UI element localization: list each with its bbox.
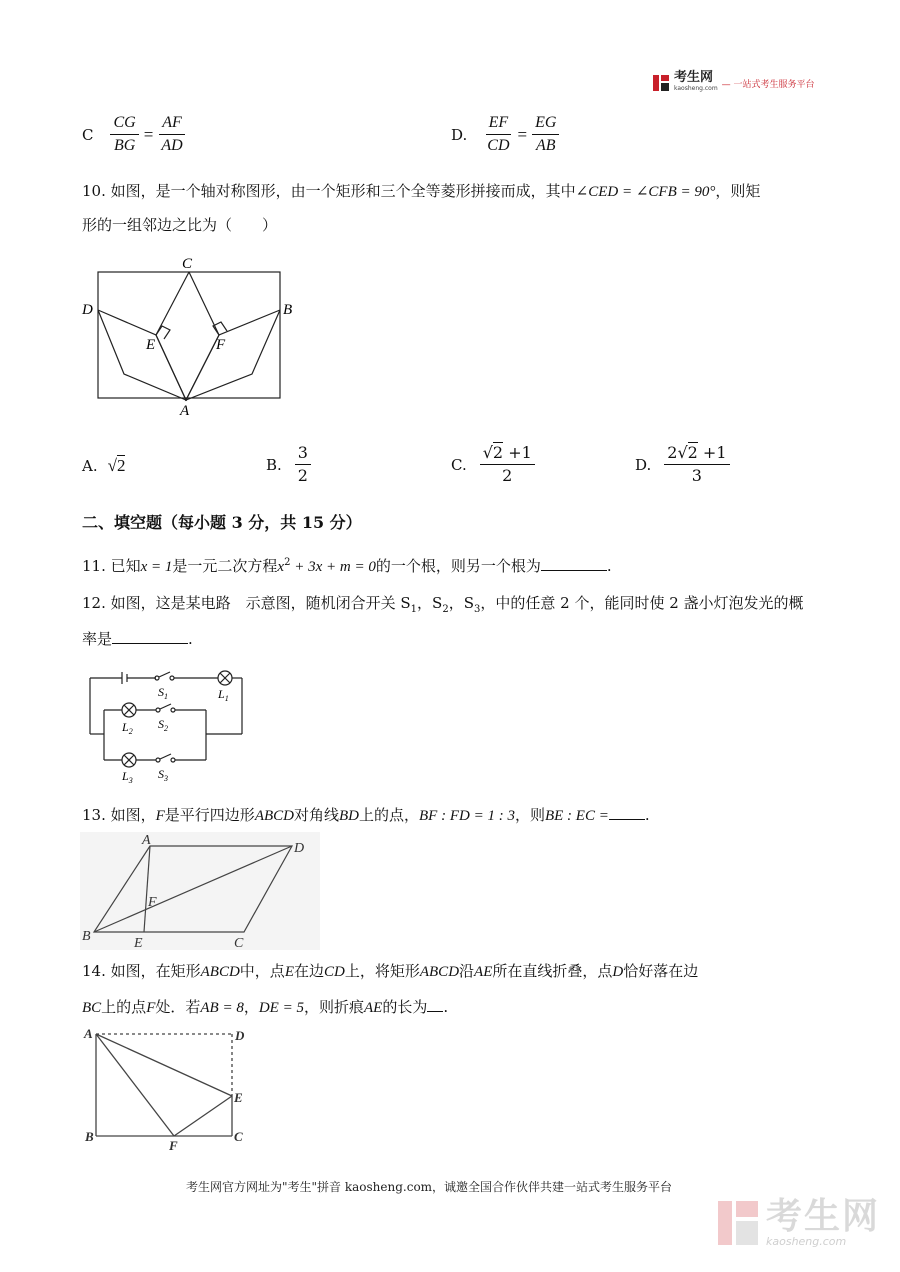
q12-label-L3: $L_3$: [122, 769, 133, 785]
watermark-logo-icon: [716, 1199, 760, 1247]
q14-label-F: F: [169, 1138, 178, 1153]
watermark-name: 考生网: [766, 1196, 881, 1237]
q12-label-L2: $L_2$: [122, 720, 133, 736]
q13-answer-blank[interactable]: [609, 805, 645, 820]
q12-circuit-figure: [84, 664, 254, 788]
q12-label-S3: $S_3$: [158, 767, 168, 783]
q13-label-C: C: [234, 936, 244, 950]
logo-name: 考生网: [674, 70, 714, 85]
q13-figure: [80, 832, 320, 950]
q12-line-1: 12. 如图，这是某电路 示意图，随机闭合开关 $S_1$，$S_2$，$S_3$，中的任意 2 个，能同时使 2 盏小灯泡发光的概: [82, 594, 804, 615]
q12-label-S2: $S_2$: [158, 717, 168, 733]
q10-figure: [76, 250, 306, 420]
q12-answer-blank[interactable]: [112, 629, 188, 644]
q9-option-c: C $\frac{CG}{BG}$ = $\frac{AF}{AD}$: [82, 114, 189, 155]
q13-label-B: B: [82, 929, 91, 944]
q10-option-a: A. √2: [82, 456, 126, 475]
q10-line-2: 形的一组邻边之比为（ ）: [82, 216, 278, 234]
q14-label-C: C: [234, 1129, 243, 1144]
watermark-domain: kaosheng.com: [766, 1235, 847, 1248]
q13-label-E: E: [134, 936, 143, 950]
q9-option-d: D. $\frac{EF}{CD}$ = $\frac{EG}{AB}$: [451, 114, 562, 155]
q10-label-E: E: [146, 337, 156, 353]
q14-label-D: D: [235, 1028, 245, 1043]
q12-label-S1: $S_1$: [158, 685, 168, 701]
q10-option-d: D. $\frac{2√2 +1}{3}$: [635, 444, 733, 485]
logo-slogan: — 一站式考生服务平台: [721, 79, 815, 90]
q14-figure: [82, 1024, 252, 1154]
header-logo: [652, 72, 815, 94]
q10-label-A: A: [180, 403, 190, 419]
q10-option-c: C. $\frac{√2 +1}{2}$: [451, 444, 538, 485]
q10-option-b: B. $\frac{3}{2}$: [266, 444, 314, 485]
q10-label-D: D: [82, 302, 93, 318]
q14-line-1: 14. 如图，在矩形ABCD中，点E在边CD上，将矩形ABCD沿AE所在直线折叠，点D恰好落在边: [82, 962, 699, 980]
q13-text: 13. 如图，F是平行四边形ABCD对角线BD上的点，BF : FD = 1 : 3，则BE : EC = .: [82, 806, 650, 824]
q14-label-A: A: [84, 1026, 93, 1041]
section-2-title: 二、填空题（每小题 3 分，共 15 分）: [82, 513, 362, 532]
footer-text: 考生网官方网址为"考生"拼音 kaosheng.com，诚邀全国合作伙伴共建一站式考生服务平台: [186, 1180, 673, 1194]
q14-label-E: E: [234, 1090, 243, 1105]
q13-label-D: D: [294, 841, 305, 856]
logo-domain: kaosheng.com: [674, 85, 718, 92]
q13-label-A: A: [142, 833, 151, 848]
q14-answer-blank[interactable]: [427, 997, 443, 1012]
q14-line-2: BC上的点F处．若AB = 8，DE = 5，则折痕AE的长为 .: [82, 998, 449, 1016]
q10-label-C: C: [182, 256, 193, 272]
q11-text: 11. 已知x = 1是一元二次方程$x^2 + 3x + m = 0$的一个根，则另一个根为 .: [82, 557, 612, 575]
q12-label-L1: $L_1$: [218, 687, 229, 703]
q13-label-F: F: [148, 895, 157, 910]
q11-answer-blank[interactable]: [541, 556, 607, 571]
q10-line-1: 10. 如图，是一个轴对称图形，由一个矩形和三个全等菱形拼接而成，其中∠CED = ∠CFB = 90°，则矩: [82, 182, 761, 200]
q12-line-2: 率是 .: [82, 630, 193, 648]
watermark: [716, 1198, 880, 1248]
q14-label-B: B: [85, 1129, 94, 1144]
q10-label-F: F: [216, 337, 226, 353]
kaosheng-logo-icon: [652, 74, 670, 92]
q10-label-B: B: [283, 302, 293, 318]
